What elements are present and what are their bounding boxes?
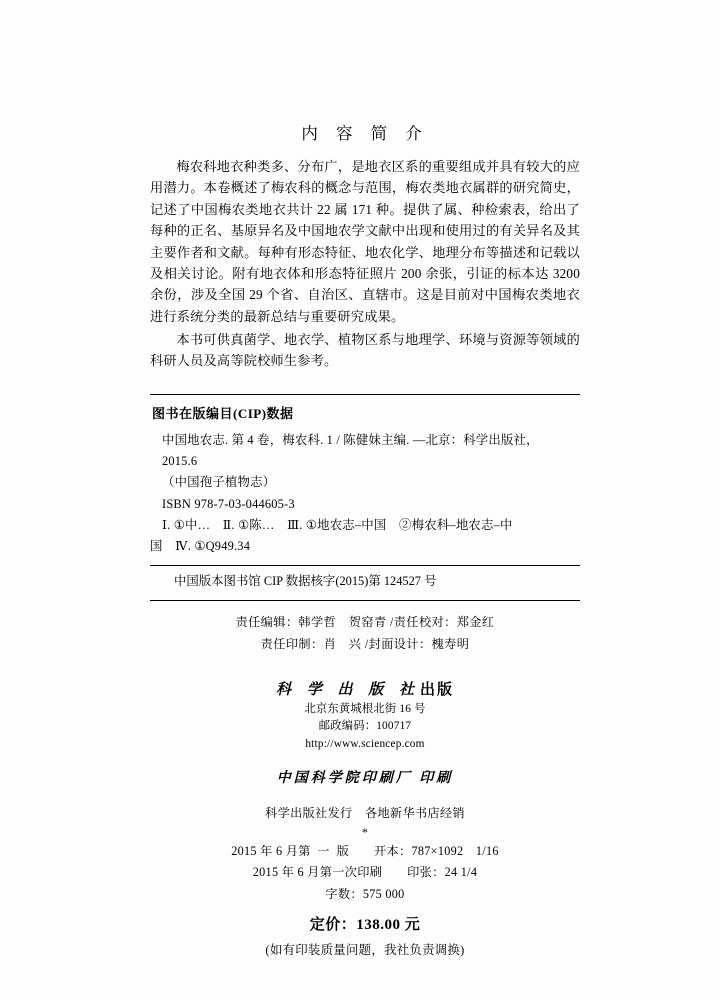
abstract-paragraph: 梅农科地衣种类多、分布广，是地衣区系的重要组成并具有较大的应用潜力。本卷概述了梅农科的概念与范围，梅农类地衣属群的研究简史，记述了中国梅农类地衣共计 22 属 171 种。提供了属、种检索表，给出了每种的正名、基原异名及中国地农学文献中出现和使用过的有关异名及其主要作者和文献。每种有形态特征、地农化学、地理分布等描述和记载以及相关讨论。附有地衣体和形态特征照片 200 余张，引证的标本达 3200 余份，涉及全国 29 个省、自治区、直辖市。这是目前对中国梅农类地衣进行系统分类的最新总结与重要研究成果。 — [150, 159, 580, 324]
price: 定价：138.00 元 — [309, 916, 421, 933]
publisher-name-main: 科 学 出 版 社 — [275, 681, 420, 698]
cip-line: Ⅰ. ①中… Ⅱ. ①陈… Ⅲ. ①地农志–中国 ②梅农科–地农志–中 — [162, 518, 513, 533]
publisher-name — [150, 678, 580, 699]
page-title: 内 容 简 介 — [301, 124, 429, 143]
page-content — [150, 120, 580, 962]
imprint-row: 2015 年 6 月第 一 版 开本：787×1092 1/16 — [231, 843, 499, 858]
publisher-website[interactable]: http://www.sciencep.com — [305, 737, 425, 750]
publisher-address: 北京东黄城根北街 16 号 — [304, 702, 426, 715]
exchange-note: (如有印装质量问题，我社负责调换) — [265, 943, 465, 958]
imprint-row: 2015 年 6 月第一次印刷 印张：24 1/4 — [252, 865, 478, 880]
abstract-paragraph: 本书可供真菌学、地衣学、植物区系与地理学、环境与资源等领域的科研人员及高等院校师生参考。 — [150, 332, 580, 369]
distribution-line: 科学出版社发行 各地新华书店经销 — [265, 806, 465, 821]
cip-divider — [150, 565, 580, 566]
credits-block — [150, 611, 580, 656]
separator-star: * — [361, 824, 369, 839]
cip-registration-number: 中国版本图书馆 CIP 数据核字(2015)第 124527 号 — [174, 573, 437, 588]
printer-name: 中国科学院印刷厂 印刷 — [276, 771, 454, 787]
publisher-postcode: 邮政编码：100717 — [318, 720, 412, 733]
cip-line: 中国地农志. 第 4 卷，梅农科. 1 / 陈健妹主编. —北京：科学出版社， — [162, 432, 539, 447]
abstract-section — [150, 120, 580, 372]
publisher-name-suffix: 出版 — [420, 681, 455, 698]
cip-line: 2015.6 — [162, 454, 198, 469]
abstract-body — [150, 156, 580, 372]
imprint-block — [150, 803, 580, 962]
cip-heading: 图书在版编目(CIP)数据 — [152, 405, 294, 421]
credits-line: 责任编辑：韩学哲 贺窑青 /责任校对：郑金红 — [235, 614, 495, 629]
cip-block — [150, 394, 580, 601]
credits-line: 责任印制：肖 兴 /封面设计：槐寿明 — [260, 637, 470, 652]
cip-line: 国 Ⅳ. ①Q949.34 — [150, 539, 251, 554]
publisher-block — [150, 678, 580, 754]
cip-line: （中国孢子植物志） — [162, 475, 276, 490]
imprint-row: 字数：575 000 — [325, 886, 405, 901]
cip-line: ISBN 978-7-03-044605-3 — [162, 496, 295, 511]
